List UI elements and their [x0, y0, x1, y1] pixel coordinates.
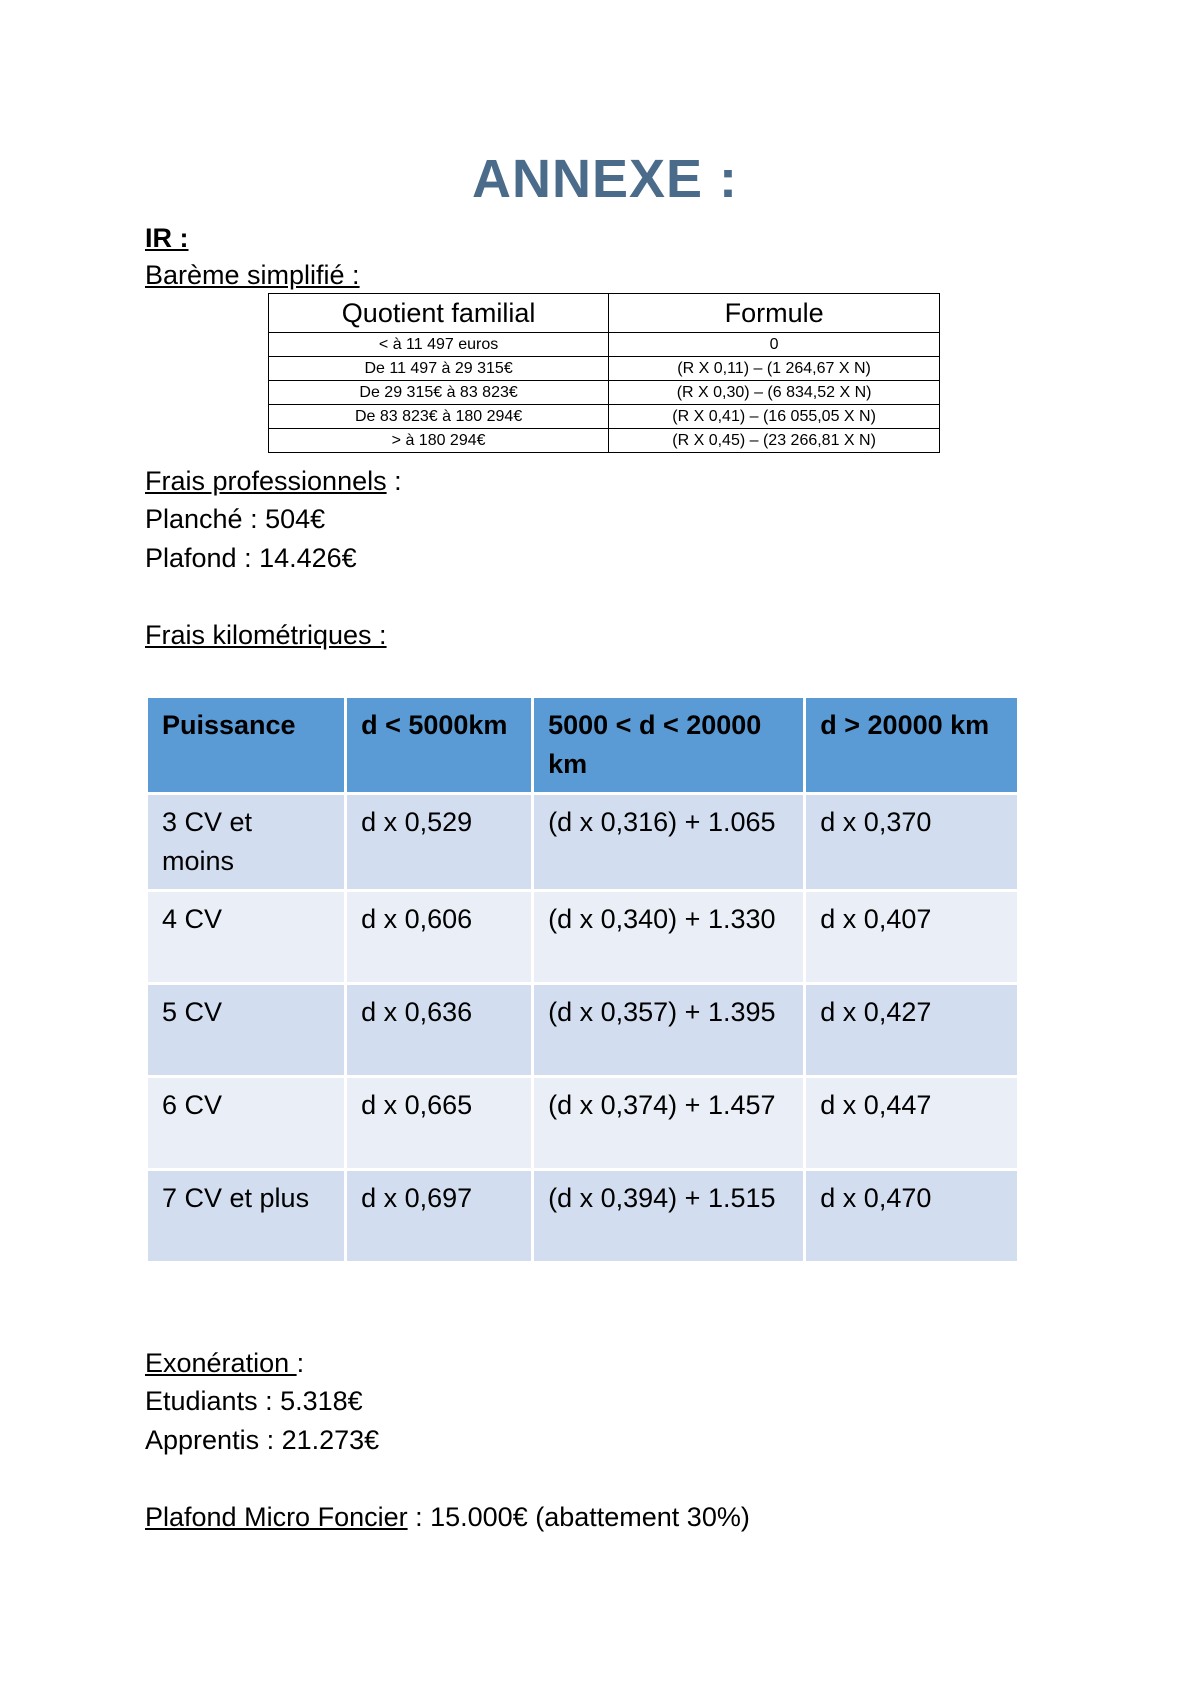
table-row [269, 429, 940, 453]
km-cell: d x 0,606 [347, 892, 531, 982]
km-cell: d x 0,529 [347, 795, 531, 889]
bareme-header-formule: Formule [609, 294, 940, 333]
km-cell: 4 CV [148, 892, 344, 982]
exoneration-apprentis: Apprentis : 21.273€ [145, 1425, 380, 1455]
bareme-cell: De 11 497 à 29 315€ [269, 357, 609, 381]
micro-foncier-label: Plafond Micro Foncier [145, 1502, 408, 1532]
frais-pro-label: Frais professionnels [145, 466, 387, 496]
km-cell: d x 0,697 [347, 1171, 531, 1261]
table-row [148, 795, 1017, 889]
page-title: ANNEXE : [471, 149, 739, 209]
exoneration-label: Exonération [145, 1348, 297, 1378]
bareme-label: Barème simplifié : [145, 260, 360, 290]
km-cell: d x 0,370 [806, 795, 1017, 889]
km-cell: 5 CV [148, 985, 344, 1075]
table-row [148, 1078, 1017, 1168]
km-cell: d x 0,447 [806, 1078, 1017, 1168]
bareme-cell: (R X 0,30) – (6 834,52 X N) [609, 381, 940, 405]
table-row [269, 405, 940, 429]
bareme-header-quotient: Quotient familial [269, 294, 609, 333]
bareme-cell: < à 11 497 euros [269, 333, 609, 357]
bareme-cell: (R X 0,45) – (23 266,81 X N) [609, 429, 940, 453]
km-cell: (d x 0,374) + 1.457 [534, 1078, 803, 1168]
table-row [269, 333, 940, 357]
bareme-cell: De 29 315€ à 83 823€ [269, 381, 609, 405]
km-cell: 3 CV et moins [148, 795, 344, 889]
km-cell: (d x 0,340) + 1.330 [534, 892, 803, 982]
micro-foncier-value: : 15.000€ (abattement 30%) [407, 1502, 750, 1532]
km-header-medium: 5000 < d < 20000 km [534, 698, 803, 792]
frais-pro-suffix: : [386, 466, 402, 496]
km-header-puissance: Puissance [148, 698, 344, 792]
table-row [148, 985, 1017, 1075]
km-cell: 6 CV [148, 1078, 344, 1168]
km-cell: (d x 0,394) + 1.515 [534, 1171, 803, 1261]
km-cell: (d x 0,316) + 1.065 [534, 795, 803, 889]
exoneration-heading [145, 1348, 304, 1379]
exoneration-suffix: : [296, 1348, 305, 1378]
km-cell: d x 0,407 [806, 892, 1017, 982]
bareme-cell: De 83 823€ à 180 294€ [269, 405, 609, 429]
bareme-cell: > à 180 294€ [269, 429, 609, 453]
km-header-row [148, 698, 1017, 792]
frais-pro-plancher: Planché : 504€ [145, 504, 326, 534]
frais-pro-heading [145, 466, 402, 497]
micro-foncier-line [145, 1502, 750, 1533]
frais-pro-plafond: Plafond : 14.426€ [145, 543, 357, 573]
exoneration-etudiants: Etudiants : 5.318€ [145, 1386, 363, 1416]
km-header-short: d < 5000km [347, 698, 531, 792]
bareme-table [268, 293, 940, 453]
km-cell: d x 0,665 [347, 1078, 531, 1168]
frais-km-label: Frais kilométriques : [145, 620, 387, 650]
table-row [269, 381, 940, 405]
ir-heading: IR : [145, 223, 189, 253]
frais-km-table [145, 695, 1020, 1264]
bareme-cell: 0 [609, 333, 940, 357]
km-cell: (d x 0,357) + 1.395 [534, 985, 803, 1075]
bareme-cell: (R X 0,41) – (16 055,05 X N) [609, 405, 940, 429]
km-cell: 7 CV et plus [148, 1171, 344, 1261]
km-header-long: d > 20000 km [806, 698, 1017, 792]
table-row [269, 357, 940, 381]
km-cell: d x 0,427 [806, 985, 1017, 1075]
table-row [148, 1171, 1017, 1261]
table-row [148, 892, 1017, 982]
bareme-header-row [269, 294, 940, 333]
km-cell: d x 0,470 [806, 1171, 1017, 1261]
km-cell: d x 0,636 [347, 985, 531, 1075]
bareme-cell: (R X 0,11) – (1 264,67 X N) [609, 357, 940, 381]
